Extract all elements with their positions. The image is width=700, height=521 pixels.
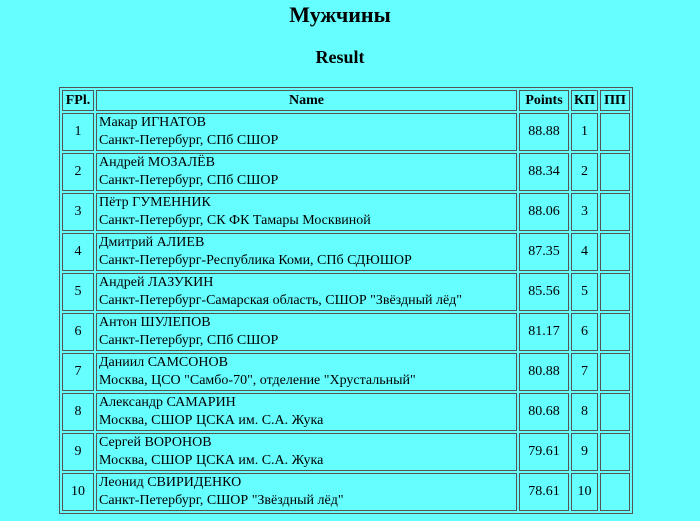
skater-club: Санкт-Петербург, СПб СШОР [99,173,279,188]
kp-cell: 6 [571,313,598,351]
table-row [62,313,630,351]
place-cell: 5 [62,273,94,311]
place-cell: 9 [62,433,94,471]
kp-cell: 3 [571,193,598,231]
points-cell: 88.88 [519,113,569,151]
header-pp: ПП [600,90,630,111]
skater-club: Санкт-Петербург-Республика Коми, СПб СДЮШОР [99,253,412,268]
kp-cell: 10 [571,473,598,511]
skater-cell [96,153,517,191]
table-row [62,113,630,151]
page-subtitle: Result [315,47,365,67]
page-title: Мужчины [289,2,391,27]
place-cell: 10 [62,473,94,511]
skater-cell [96,393,517,431]
place-cell: 3 [62,193,94,231]
skater-name: Александр САМАРИН [99,395,236,410]
pp-cell [600,473,630,511]
skater-name: Антон ШУЛЕПОВ [99,315,211,330]
skater-club: Санкт-Петербург-Самарская область, СШОР "Звёздный лёд" [99,293,463,308]
skater-name: Андрей ЛАЗУКИН [99,275,214,290]
skater-name: Андрей МОЗАЛЁВ [99,155,215,170]
header-points: Points [519,90,569,111]
skater-club: Москва, СШОР ЦСКА им. С.А. Жука [99,413,324,428]
table-row [62,153,630,191]
skater-club: Санкт-Петербург, СПб СШОР [99,333,279,348]
skater-club: Москва, ЦСО "Самбо-70", отделение "Хрустальный" [99,373,416,388]
place-cell: 8 [62,393,94,431]
skater-club: Санкт-Петербург, СШОР "Звёздный лёд" [99,493,344,508]
table-row [62,473,630,511]
kp-cell: 2 [571,153,598,191]
pp-cell [600,153,630,191]
pp-cell [600,273,630,311]
pp-cell [600,393,630,431]
header-fpl: FPl. [62,90,94,111]
table-row [62,433,630,471]
points-cell: 88.34 [519,153,569,191]
skater-club: Санкт-Петербург, СК ФК Тамары Москвиной [99,213,371,228]
pp-cell [600,433,630,471]
points-cell: 88.06 [519,193,569,231]
skater-name: Макар ИГНАТОВ [99,115,206,130]
pp-cell [600,193,630,231]
skater-cell [96,433,517,471]
skater-name: Сергей ВОРОНОВ [99,435,212,450]
skater-club: Санкт-Петербург, СПб СШОР [99,133,279,148]
skater-name: Даниил САМСОНОВ [99,355,228,370]
place-cell: 7 [62,353,94,391]
table-row [62,233,630,271]
skater-name: Леонид СВИРИДЕНКО [99,475,242,490]
skater-club: Москва, СШОР ЦСКА им. С.А. Жука [99,453,324,468]
skater-name: Пётр ГУМЕННИК [99,195,211,210]
skater-cell [96,313,517,351]
kp-cell: 1 [571,113,598,151]
skater-cell [96,193,517,231]
points-cell: 81.17 [519,313,569,351]
place-cell: 2 [62,153,94,191]
table-row [62,353,630,391]
points-cell: 85.56 [519,273,569,311]
table-row [62,193,630,231]
points-cell: 80.68 [519,393,569,431]
skater-cell [96,233,517,271]
kp-cell: 5 [571,273,598,311]
points-cell: 87.35 [519,233,569,271]
kp-cell: 9 [571,433,598,471]
kp-cell: 4 [571,233,598,271]
points-cell: 80.88 [519,353,569,391]
points-cell: 78.61 [519,473,569,511]
place-cell: 4 [62,233,94,271]
place-cell: 6 [62,313,94,351]
pp-cell [600,353,630,391]
pp-cell [600,113,630,151]
skater-cell [96,473,517,511]
skater-cell [96,113,517,151]
header-kp: КП [571,90,598,111]
pp-cell [600,233,630,271]
points-cell: 79.61 [519,433,569,471]
table-header-row [62,90,630,111]
skater-name: Дмитрий АЛИЕВ [99,235,205,250]
results-table [59,87,633,514]
header-name: Name [96,90,517,111]
place-cell: 1 [62,113,94,151]
table-row [62,273,630,311]
table-row [62,393,630,431]
skater-cell [96,273,517,311]
kp-cell: 8 [571,393,598,431]
skater-cell [96,353,517,391]
pp-cell [600,313,630,351]
kp-cell: 7 [571,353,598,391]
